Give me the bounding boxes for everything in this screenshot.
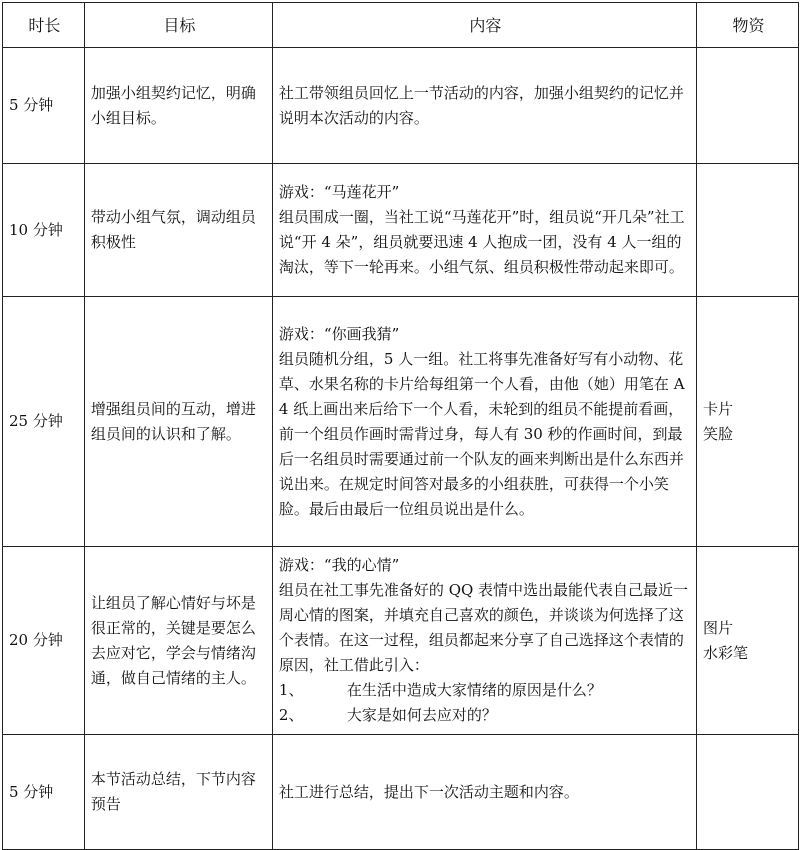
content-paragraph: 游戏：“你画我猜” — [278, 324, 400, 343]
table-row — [3, 48, 799, 164]
goal-cell: 带动小组气氛，调动组员积极性 — [84, 164, 272, 297]
time-cell: 5 分钟 — [3, 48, 85, 164]
resource-item: 图片 — [702, 618, 733, 637]
resource-item: 水彩笔 — [702, 643, 748, 662]
content-cell — [272, 164, 696, 297]
content-cell — [272, 48, 696, 164]
content-cell — [272, 735, 696, 850]
content-cell — [272, 547, 696, 735]
resources-cell — [696, 297, 798, 547]
header-goal: 目标 — [84, 3, 272, 48]
goal-cell: 本节活动总结，下节内容预告 — [84, 735, 272, 850]
content-paragraph: 游戏：“马莲花开” — [278, 183, 400, 201]
content-cell — [272, 297, 696, 547]
content-paragraph: 社工带领组员回忆上一节活动的内容，加强小组契约的记忆并说明本次活动的内容。 — [278, 83, 684, 127]
table-row — [3, 735, 799, 850]
resources-cell — [696, 164, 798, 297]
content-paragraph: 社工进行总结，提出下一次活动主题和内容。 — [278, 782, 579, 801]
time-cell: 5 分钟 — [3, 735, 85, 850]
question-number: 1、 — [278, 681, 304, 699]
time-cell: 20 分钟 — [3, 547, 85, 735]
table-row — [3, 164, 799, 297]
header-resources: 物资 — [696, 3, 798, 48]
content-paragraph: 组员在社工事先准备好的 QQ 表情中选出最能代表自己最近一周心情的图案，并填充自己喜欢的颜色，并谈谈为何选择了这个表情。在这一过程，组员都起来分享了自己选择这个表情的原因，社工借此引入： — [278, 581, 689, 674]
goal-cell: 让组员了解心情好与坏是很正常的，关键是要怎么去应对它，学会与情绪沟通，做自己情绪的主人。 — [84, 547, 272, 735]
table-row — [3, 547, 799, 735]
question-item — [279, 703, 692, 728]
resource-item: 笑脸 — [702, 424, 733, 443]
question-text: 大家是如何去应对的？ — [346, 706, 497, 724]
time-cell: 25 分钟 — [3, 297, 85, 547]
table-row — [3, 297, 799, 547]
resource-item: 卡片 — [702, 399, 733, 418]
table-header-row — [3, 3, 799, 48]
header-time: 时长 — [3, 3, 85, 48]
question-number: 2、 — [278, 706, 304, 724]
content-paragraph: 游戏：“我的心情” — [278, 556, 400, 574]
content-paragraph: 组员围成一圈，当社工说“马莲花开”时，组员说“开几朵”社工说“开 4 朵”，组员就要迅速 4 人抱成一团，没有 4 人一组的淘汰，等下一轮再来。小组气氛、组员积极性带动起来即可。 — [278, 208, 685, 276]
resources-cell — [696, 48, 798, 164]
header-content: 内容 — [272, 3, 696, 48]
time-cell: 10 分钟 — [3, 164, 85, 297]
goal-cell: 加强小组契约记忆，明确小组目标。 — [84, 48, 272, 164]
activity-plan-table — [2, 2, 799, 850]
resources-cell — [696, 547, 798, 735]
resources-cell — [696, 735, 798, 850]
question-text: 在生活中造成大家情绪的原因是什么？ — [346, 681, 602, 699]
goal-cell: 增强组员间的互动，增进组员间的认识和了解。 — [84, 297, 272, 547]
content-paragraph: 组员随机分组，5 人一组。社工将事先准备好写有小动物、花草、水果名称的卡片给每组第一个人看，由他（她）用笔在 A4 纸上画出来后给下一个人看，未轮到的组员不能提前看画，前一个组员作画时需背过身，每人有 30 秒的作画时间，到最后一名组员时需要通过前一个队友的画来判断出是什么东西并说出来。在规定时间答对最多的小组获胜，可获得一个小笑脸。最后由最后一位组员说出是什么。 — [278, 349, 685, 518]
question-item — [279, 678, 692, 703]
